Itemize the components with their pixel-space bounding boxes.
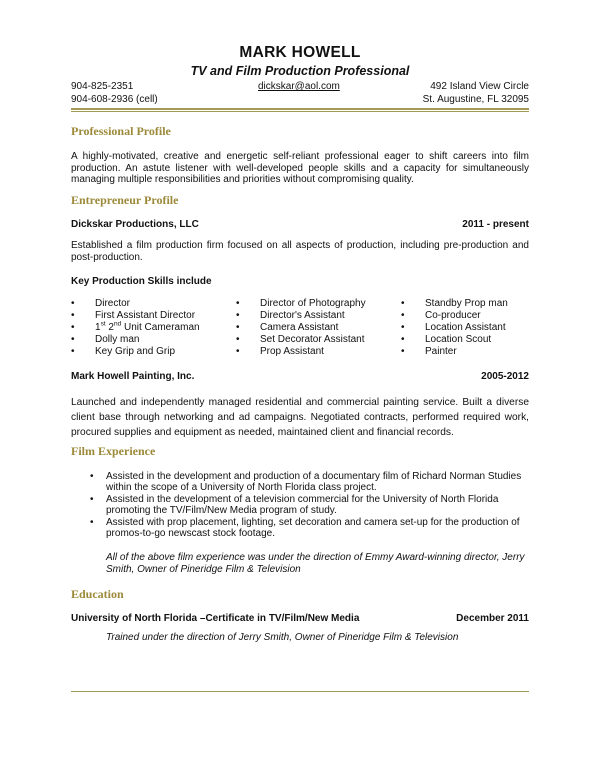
phone-cell: 904-608-2936 (cell) bbox=[71, 93, 158, 105]
bullet-icon: • bbox=[71, 310, 75, 322]
list-item: • First Assistant Director bbox=[71, 310, 196, 322]
bullet-icon: • bbox=[236, 310, 240, 322]
bullet-icon: • bbox=[401, 310, 405, 322]
address-street: 492 Island View Circle bbox=[430, 81, 529, 92]
job-row-painting bbox=[71, 371, 529, 382]
bullet-icon: • bbox=[401, 334, 405, 346]
list-item: • Co-producer bbox=[401, 310, 481, 322]
section-title-film-experience: Film Experience bbox=[71, 444, 156, 458]
film-experience-note: All of the above film experience was under the direction of Emmy Award-winning director, Jerry Smith, Owner of Pineridge Film & Television bbox=[106, 552, 525, 575]
address-block bbox=[423, 81, 529, 106]
phone-block bbox=[71, 81, 158, 106]
bullet-icon: • bbox=[90, 516, 94, 528]
bullet-icon: • bbox=[236, 322, 240, 334]
job-row-dickskar bbox=[71, 219, 529, 230]
header-divider-thin bbox=[71, 111, 529, 112]
address-city: St. Augustine, FL 32095 bbox=[422, 93, 529, 105]
skills-column-3 bbox=[401, 298, 508, 358]
bullet-icon: • bbox=[401, 298, 405, 309]
bullet-icon: • bbox=[90, 471, 94, 482]
job-dates: 2005-2012 bbox=[481, 371, 529, 382]
list-item: • Director's Assistant bbox=[236, 310, 345, 322]
section-title-entrepreneur-profile: Entrepreneur Profile bbox=[71, 193, 179, 207]
bullet-icon: • bbox=[401, 322, 405, 334]
section-title-professional-profile: Professional Profile bbox=[71, 124, 171, 138]
list-item: • Assisted in the development and production of a documentary film of Richard Norman Studies within the scope of a University of North Florida class project. bbox=[90, 471, 522, 494]
phone-primary: 904-825-2351 bbox=[71, 81, 134, 92]
bullet-icon: • bbox=[236, 346, 240, 358]
skills-column-2 bbox=[236, 298, 366, 358]
list-item: • Camera Assistant bbox=[236, 322, 339, 334]
job-description: Launched and independently managed residential and commercial painting service. Built a diverse client base through networking and ad campaigns. Negotiated contracts, performed required work, procured supplies and equipment as needed, maintained client and financial records. bbox=[71, 397, 529, 438]
job-description: Established a film production firm focused on all aspects of production, including pre-production and post-production. bbox=[71, 240, 529, 263]
education-row bbox=[71, 613, 529, 624]
list-item: • Standby Prop man bbox=[401, 298, 508, 309]
bullet-icon: • bbox=[90, 493, 94, 505]
bullet-icon: • bbox=[71, 322, 75, 334]
bullet-icon: • bbox=[236, 298, 240, 309]
header-divider bbox=[71, 108, 529, 110]
bullet-icon: • bbox=[71, 334, 75, 346]
skills-column-1 bbox=[71, 298, 200, 358]
list-item: • Prop Assistant bbox=[236, 346, 324, 358]
film-experience-list bbox=[90, 471, 530, 539]
bullet-icon: • bbox=[71, 298, 75, 309]
footer-divider bbox=[71, 691, 529, 692]
list-item: • Dolly man bbox=[71, 334, 140, 346]
skills-heading: Key Production Skills include bbox=[71, 276, 212, 287]
education-school: University of North Florida –Certificate in TV/Film/New Media bbox=[71, 613, 360, 624]
list-item: • Assisted with prop placement, lighting, set decoration and camera set-up for the production of promos-to-go newscast stock footage. bbox=[90, 516, 520, 540]
list-item: • Location Assistant bbox=[401, 322, 506, 334]
job-company: Mark Howell Painting, Inc. bbox=[71, 371, 195, 382]
bullet-icon: • bbox=[71, 346, 75, 358]
list-item: • Key Grip and Grip bbox=[71, 346, 176, 358]
list-item: • Location Scout bbox=[401, 334, 492, 346]
list-item: • Director bbox=[71, 298, 131, 309]
education-note: Trained under the direction of Jerry Smith, Owner of Pineridge Film & Television bbox=[106, 632, 459, 643]
job-dates: 2011 - present bbox=[462, 219, 529, 230]
list-item: • Painter bbox=[401, 346, 457, 358]
education-date: December 2011 bbox=[456, 613, 529, 624]
section-title-education: Education bbox=[71, 587, 124, 601]
list-item: • Set Decorator Assistant bbox=[236, 334, 365, 346]
email-link[interactable]: dickskar@aol.com bbox=[258, 81, 340, 92]
bullet-icon: • bbox=[236, 334, 240, 346]
job-company: Dickskar Productions, LLC bbox=[71, 219, 199, 230]
bullet-icon: • bbox=[401, 346, 405, 358]
candidate-title: TV and Film Production Professional bbox=[190, 64, 410, 78]
list-item: • Assisted in the development of a television commercial for the University of North Florida promoting the TV/Film/New Media program of study. bbox=[90, 493, 499, 517]
profile-text: A highly-motivated, creative and energetic self-reliant professional eager to shift careers into film production. An astute listener with well-developed people skills and a capacity for simultaneously managing multiple responsibilities and priorities without compromising quality. bbox=[71, 151, 529, 185]
list-item: • Director of Photography bbox=[236, 298, 366, 309]
list-item: • 1st 2nd Unit Cameraman bbox=[71, 320, 200, 334]
candidate-name: MARK HOWELL bbox=[239, 44, 361, 61]
